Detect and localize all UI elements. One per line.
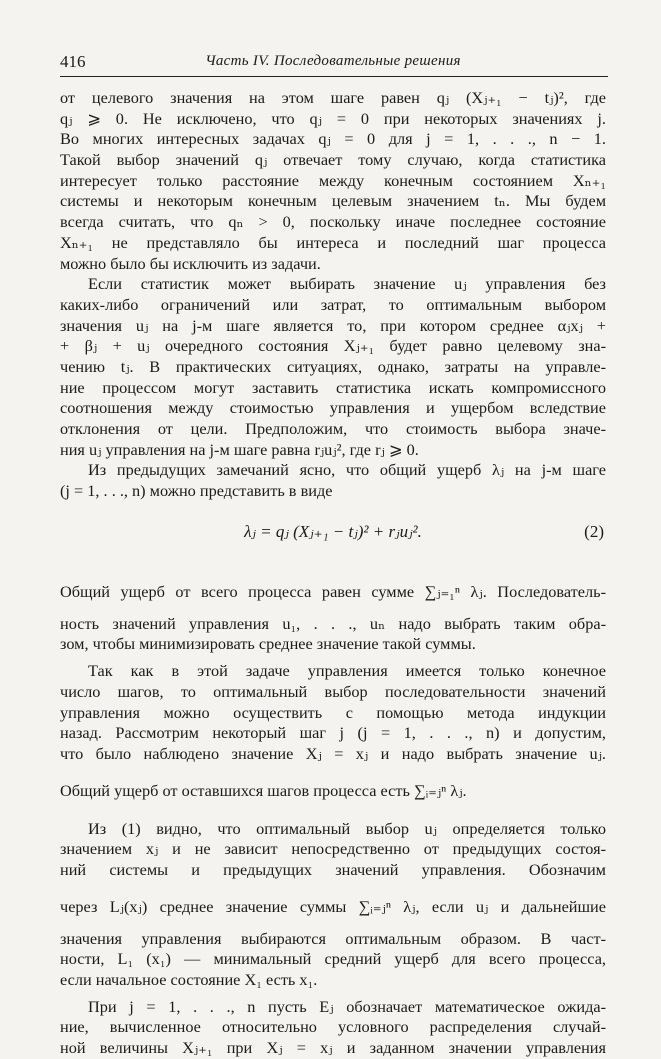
- text-line: ние, вычисленное относительно условного распределения случай-: [60, 1017, 606, 1037]
- text-line: управления можно осуществить с помощью метода индукции: [60, 702, 606, 722]
- body-text: [60, 88, 606, 1059]
- text-line: системы и некоторым конечным целевым значением tₙ. Мы будем: [60, 191, 606, 211]
- text-line: Во многих интересных задачах qⱼ = 0 для j = 1, . . ., n − 1.: [60, 129, 606, 149]
- text-line: Из предыдущих замечаний ясно, что общий ущерб λⱼ на j-м шаге: [88, 460, 606, 480]
- text-line: ность значений управления u₁, . . ., uₙ надо выбрать таким обра-: [60, 613, 606, 633]
- page-number: 416: [60, 52, 86, 71]
- text-line: ности, L₁ (x₁) — минимальный средний ущерб для всего процесса,: [60, 949, 606, 969]
- text-line: Xₙ₊₁ не представляло бы интереса и последний шаг процесса: [60, 232, 606, 252]
- text-line: интересует только расстояние между конечным состоянием Xₙ₊₁: [60, 170, 606, 190]
- text-line: ния uⱼ управления на j-м шаге равна rⱼuⱼ², где rⱼ ⩾ 0.: [60, 439, 419, 459]
- header-rule: [60, 76, 608, 77]
- sum-line: [60, 566, 606, 614]
- text-line: значения uⱼ на j-м шаге является то, при котором среднее αⱼxⱼ +: [60, 315, 606, 335]
- sum-line: [60, 881, 606, 929]
- text-line: Если статистик может выбирать значение uⱼ управления без: [88, 274, 606, 294]
- text-line: зом, чтобы минимизировать среднее значение такой суммы.: [60, 634, 476, 654]
- text-line: чению tⱼ. В практических ситуациях, однако, затраты на управле-: [60, 356, 606, 376]
- text-line: значением xⱼ и не зависит непосредственно от предыдущих состоя-: [60, 839, 606, 859]
- text-line: При j = 1, . . ., n пусть Eⱼ обозначает математическое ожида-: [88, 996, 606, 1016]
- text-line: ние процессом могут заставить статистика искать компромиссного: [60, 377, 606, 397]
- text-line: соотношения между стоимостью управления и ущербом вследствие: [60, 398, 606, 418]
- sum-line: [60, 765, 606, 813]
- text-line: отклонения от цели. Предположим, что стоимость выбора значе-: [60, 419, 606, 438]
- text-line: Такой выбор значений qⱼ отвечает тому случаю, когда статистика: [60, 150, 606, 170]
- text-line: назад. Рассмотрим некоторый шаг j (j = 1, . . ., n) и допустим,: [60, 723, 606, 743]
- text-line: ной величины Xⱼ₊₁ при Xⱼ = xⱼ и заданном значении управления: [60, 1038, 606, 1058]
- text-line: через Lⱼ(xⱼ) среднее значение суммы ∑ᵢ₌ⱼⁿ λⱼ, если uⱼ и дальнейшие: [60, 896, 606, 916]
- equation-text: λⱼ = qⱼ (Xⱼ₊₁ − tⱼ)² + rⱼuⱼ².: [244, 521, 422, 541]
- equation-number: (2): [584, 521, 604, 541]
- text-line: Из (1) видно, что оптимальный выбор uⱼ определяется только: [88, 818, 606, 838]
- text-line: (j = 1, . . ., n) можно представить в виде: [60, 481, 333, 501]
- text-line: ний системы и предыдущих значений управления. Обозначим: [60, 859, 606, 879]
- text-line: значения управления выбираются оптимальным образом. В част-: [60, 928, 606, 948]
- text-line: можно было бы исключить из задачи.: [60, 253, 321, 273]
- text-line: Так как в этой задаче управления имеется только конечное: [88, 661, 606, 681]
- text-line: Общий ущерб от всего процесса равен сумме ∑ⱼ₌₁ⁿ λⱼ. Последователь-: [60, 581, 606, 601]
- text-line: от целевого значения на этом шаге равен qⱼ (Xⱼ₊₁ − tⱼ)², где: [60, 88, 606, 107]
- text-line: каких-либо ограничений или затрат, то оптимальным выбором: [60, 294, 606, 314]
- running-header: [60, 50, 606, 78]
- text-line: что было наблюдено значение Xⱼ = xⱼ и надо выбрать значение uⱼ.: [60, 743, 606, 763]
- text-line: Общий ущерб от оставшихся шагов процесса есть ∑ᵢ₌ⱼⁿ λⱼ.: [60, 780, 467, 800]
- text-line: число шагов, то оптимальный выбор последовательности значений: [60, 681, 606, 701]
- text-line: если начальное состояние X₁ есть x₁.: [60, 970, 318, 989]
- text-line: qⱼ ⩾ 0. Не исключено, что qⱼ = 0 при некоторых значениях j.: [60, 108, 606, 128]
- equation-2: [60, 514, 606, 554]
- text-line: всегда считать, что qₙ > 0, поскольку иначе последнее состояние: [60, 212, 606, 232]
- running-title: Часть IV. Последовательные решения: [205, 53, 461, 69]
- text-line: + βⱼ + uⱼ очередного состояния Xⱼ₊₁ будет равно целевому зна-: [60, 336, 606, 356]
